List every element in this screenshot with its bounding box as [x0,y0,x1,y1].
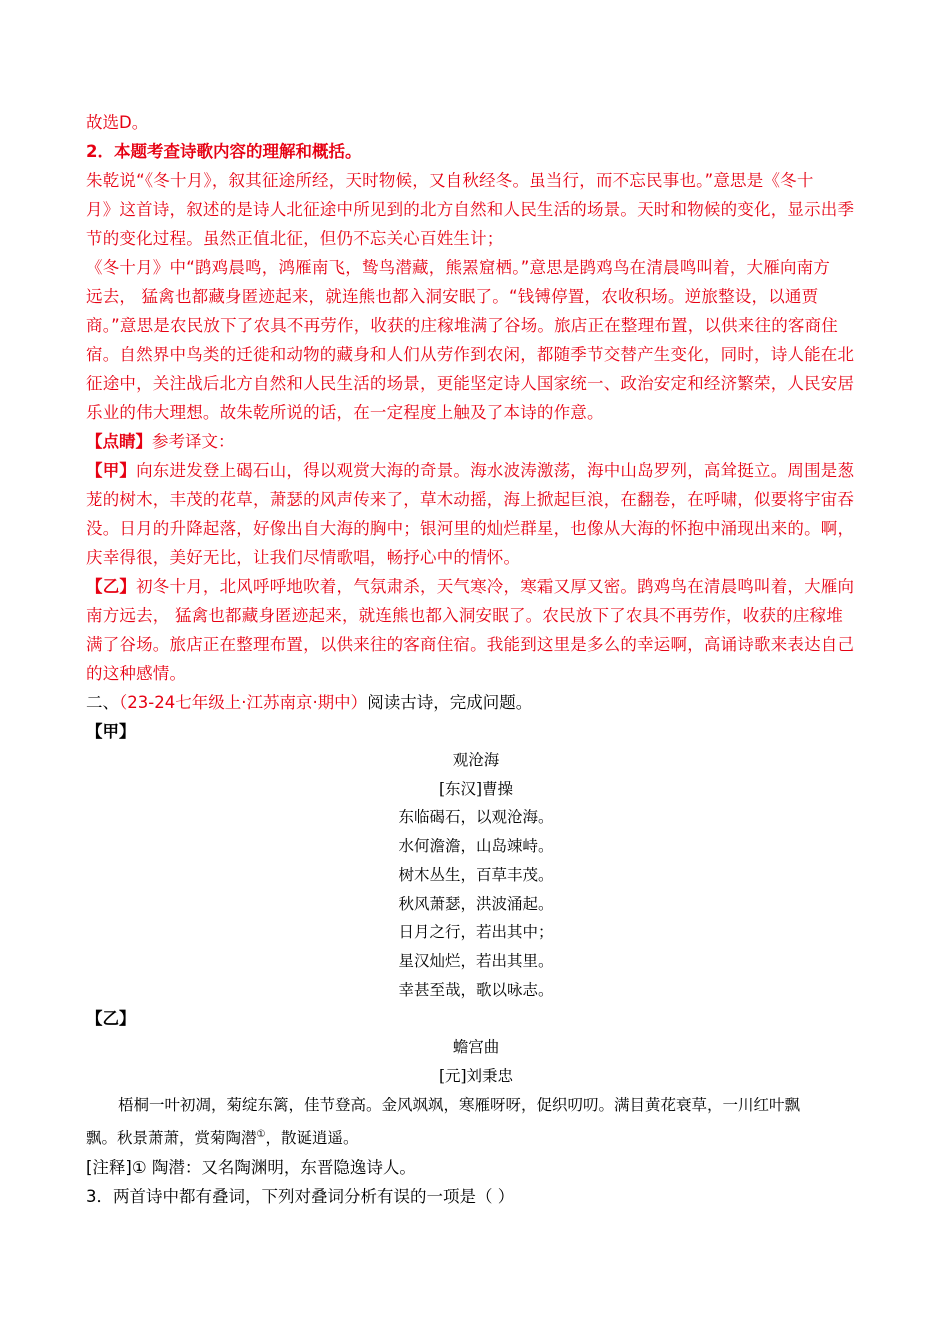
text-line: 宿。自然界中鸟类的迁徙和动物的藏身和人们从劳作到农闲，都随季节交替产生变化，同时，诗人能在北 [86,345,855,364]
text-line: 满了谷场。旅店正在整理布置，以供来往的客商住宿。我能到这里是多么的幸运啊，高诵诗歌来表达自己 [86,635,855,654]
jia-label: 【甲】 [86,461,137,480]
poem-title: 观沧海 [452,751,500,769]
poem-line: 日月之行，若出其中； [398,923,554,942]
analysis-paragraph-1 [86,166,866,253]
text-line: 茏的树木，丰茂的花草，萧瑟的风声传来了，草木动摇，海上掀起巨浪，在翻卷，在呼啸，似要将宇宙吞 [86,490,855,509]
text-line: 没。日月的升降起落，好像出自大海的胸中；银河里的灿烂群星，也像从大海的怀抱中涌现出来的。啊， [86,519,855,538]
poem-author: [东汉]曹操 [438,779,514,798]
section-2-heading [86,688,866,717]
translation-yi [86,572,866,688]
poem-line: 秋风萧瑟，洪波涌起。 [398,894,554,913]
poem-jia-label: 【甲】 [86,722,136,741]
text-span: ，散诞逍遥。 [265,1128,359,1147]
poem-line: 树木丛生，百草丰茂。 [398,865,554,884]
text-line: 朱乾说“《冬十月》，叙其征途所经，天时物候，又自秋经冬。虽当行，而不忘民事也。”意思是《冬十 [86,171,814,190]
text-line: 征途中，关注战后北方自然和人民生活的场景，更能坚定诗人国家统一、政治安定和经济繁荣，人民安居 [86,374,855,393]
section-instruction: 阅读古诗，完成问题。 [367,693,533,712]
poem-line: 东临碣石，以观沧海。 [398,808,554,827]
footnote: [注释]① 陶潜：又名陶渊明，东晋隐逸诗人。 [86,1157,416,1177]
text-line: 乐业的伟大理想。故朱乾所说的话，在一定程度上触及了本诗的作意。 [86,403,604,422]
text-span: 初冬十月，北风呼呼地吹着，气氛肃杀，天气寒冷，寒霜又厚又密。鹍鸡鸟在清晨鸣叫着，大雁向 [136,577,855,596]
question-2-title: 2．本题考查诗歌内容的理解和概括。 [86,142,362,161]
translation-jia [86,456,866,572]
text-line [86,572,866,601]
question-3: 3．两首诗中都有叠词，下列对叠词分析有误的一项是（ ） [86,1186,515,1206]
section-number: 二、 [86,693,119,712]
poem-chan-gong-qu [86,1033,866,1153]
text-span: 飘。秋景萧萧，赏菊陶潜 [86,1128,257,1147]
yi-label: 【乙】 [86,577,137,596]
poem-title: 蟾宫曲 [452,1038,500,1057]
text-span: 向东进发登上碣石山，得以观赏大海的奇景。海水波涛激荡，海中山岛罗列，高耸挺立。周围是葱 [136,461,855,480]
poem-line: 幸甚至哉，歌以咏志。 [398,980,554,999]
text-line: 的这种感情。 [86,664,187,683]
document-page [86,108,866,1211]
poem-body-line: 梧桐一叶初凋，菊绽东篱，佳节登高。金风飒飒，寒雁呀呀，促织叨叨。满目黄花衰草，一川红叶飘 [118,1095,801,1114]
tip-text: 参考译文： [152,432,235,451]
poem-yi-label: 【乙】 [86,1009,136,1029]
text-line [86,456,866,485]
text-line: 南方远去， 猛禽也都藏身匿迹起来，就连熊也都入洞安眠了。农民放下了农具不再劳作，收获的庄稼堆 [86,606,843,625]
text-line: 节的变化过程。虽然正值北征，但仍不忘关心百姓生计； [86,229,504,248]
analysis-paragraph-2 [86,253,866,427]
section-source: （23-24七年级上·江苏南京·期中） [119,693,368,712]
poem-author: [元]刘秉忠 [438,1067,514,1086]
text-line: 远去， 猛禽也都藏身匿迹起来，就连熊也都入洞安眠了。“钱镈停置，农收积场。逆旅整设，以通贾 [86,287,819,306]
text-line: 庆幸得很，美好无比，让我们尽情歌唱，畅抒心中的情怀。 [86,548,521,567]
poem-body-line [86,1120,866,1153]
text-line: 《冬十月》中“鹍鸡晨鸣，鸿雁南飞，鸷鸟潜藏，熊罴窟栖。”意思是鹍鸡鸟在清晨鸣叫着，大雁向南方 [86,258,831,277]
text-line: 商。”意思是农民放下了农具不再劳作，收获的庄稼堆满了谷场。旅店正在整理布置，以供来往的客商住 [86,316,838,335]
poem-guan-cang-hai [86,746,866,1004]
tip-label: 【点睛】 [86,432,152,451]
text-line: 月》这首诗，叙述的是诗人北征途中所见到的北方自然和人民生活的场景。天时和物候的变化，显示出季 [86,200,855,219]
tip-heading [86,427,866,456]
answer-choice: 故选D。 [86,113,149,132]
poem-line: 水何澹澹，山岛竦峙。 [398,837,554,856]
poem-line: 星汉灿烂，若出其里。 [398,951,554,970]
footnote-mark: ① [256,1128,266,1140]
